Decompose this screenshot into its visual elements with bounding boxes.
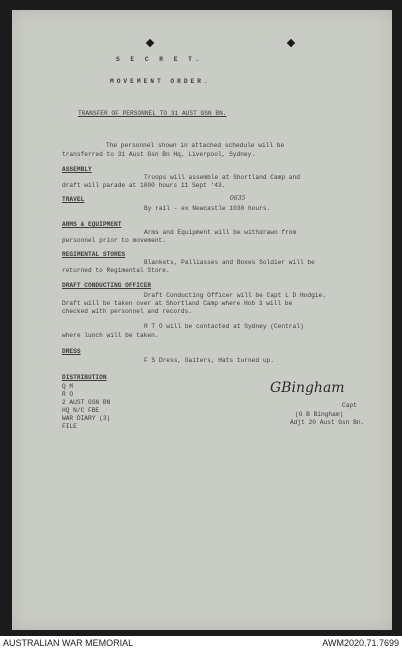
- distribution-heading: DISTRIBUTION: [62, 374, 107, 381]
- section-heading-arms-equipment: ARMS & EQUIPMENT: [62, 221, 122, 228]
- section-line: F S Dress, Gaiters, Hats turned up.: [144, 357, 274, 364]
- footer-institution: AUSTRALIAN WAR MEMORIAL: [3, 638, 134, 648]
- intro-line: The personnel shown in attached schedule will be: [106, 142, 285, 149]
- section-line: By rail - ex Newcastle 1030 hours.: [144, 205, 271, 212]
- section-line: R T O will be contacted at Sydney (Central): [144, 323, 304, 330]
- distribution-item: FILE: [62, 423, 77, 430]
- punch-hole: [287, 39, 295, 47]
- section-heading-dress: DRESS: [62, 348, 81, 355]
- section-line: where lunch will be taken.: [62, 332, 159, 339]
- section-heading-regimental-stores: REGIMENTAL STORES: [62, 251, 126, 258]
- footer-accession-number: AWM2020.71.7699: [322, 638, 399, 648]
- distribution-item: HQ N/C FBE: [62, 407, 100, 414]
- section-heading-assembly: ASSEMBLY: [62, 166, 92, 173]
- section-line: Blankets, Palliasses and Boxes Soldier will be: [144, 259, 315, 266]
- document-page: [12, 10, 392, 630]
- distribution-item: Q M: [62, 383, 74, 390]
- intro-line: transferred to 31 Aust Gsn Bn Hq, Liverpool, Sydney.: [62, 151, 256, 158]
- section-line: Arms and Equipment will be withdrawn from: [144, 229, 297, 236]
- signature-rank: Capt: [342, 402, 357, 409]
- section-line: personnel prior to movement.: [62, 237, 166, 244]
- signature-name: (G B Bingham): [295, 411, 344, 418]
- handwritten-signature: GBingham: [270, 380, 345, 396]
- section-line: returned to Regimental Store.: [62, 267, 170, 274]
- handwritten-time-note: 0635: [230, 195, 246, 202]
- section-line: draft will parade at 1000 hours 11 Sept '43.: [62, 182, 226, 189]
- document-subtitle: MOVEMENT ORDER.: [110, 78, 211, 85]
- document-reference: TRANSFER OF PERSONNEL TO 31 AUST GSN BN.: [78, 110, 227, 117]
- distribution-item: R O: [62, 391, 74, 398]
- distribution-item: 2 AUST GSN BN: [62, 399, 111, 406]
- section-line: Draft Conducting Officer will be Capt L D Hodgie.: [144, 292, 326, 299]
- document-title: S E C R E T.: [116, 56, 203, 63]
- section-line: checked with personnel and records.: [62, 308, 192, 315]
- signature-appointment: Adjt 20 Aust Gsn Bn.: [290, 419, 365, 426]
- section-line: Draft will be taken over at Shortland Camp where Hob 3 will be: [62, 300, 293, 307]
- section-heading-travel: TRAVEL: [62, 196, 85, 203]
- section-line: Troops will assemble at Shortland Camp and: [144, 174, 300, 181]
- section-heading-draft-conducting-officer: DRAFT CONDUCTING OFFICER: [62, 282, 152, 289]
- distribution-item: WAR DIARY (3): [62, 415, 111, 422]
- punch-hole: [146, 39, 154, 47]
